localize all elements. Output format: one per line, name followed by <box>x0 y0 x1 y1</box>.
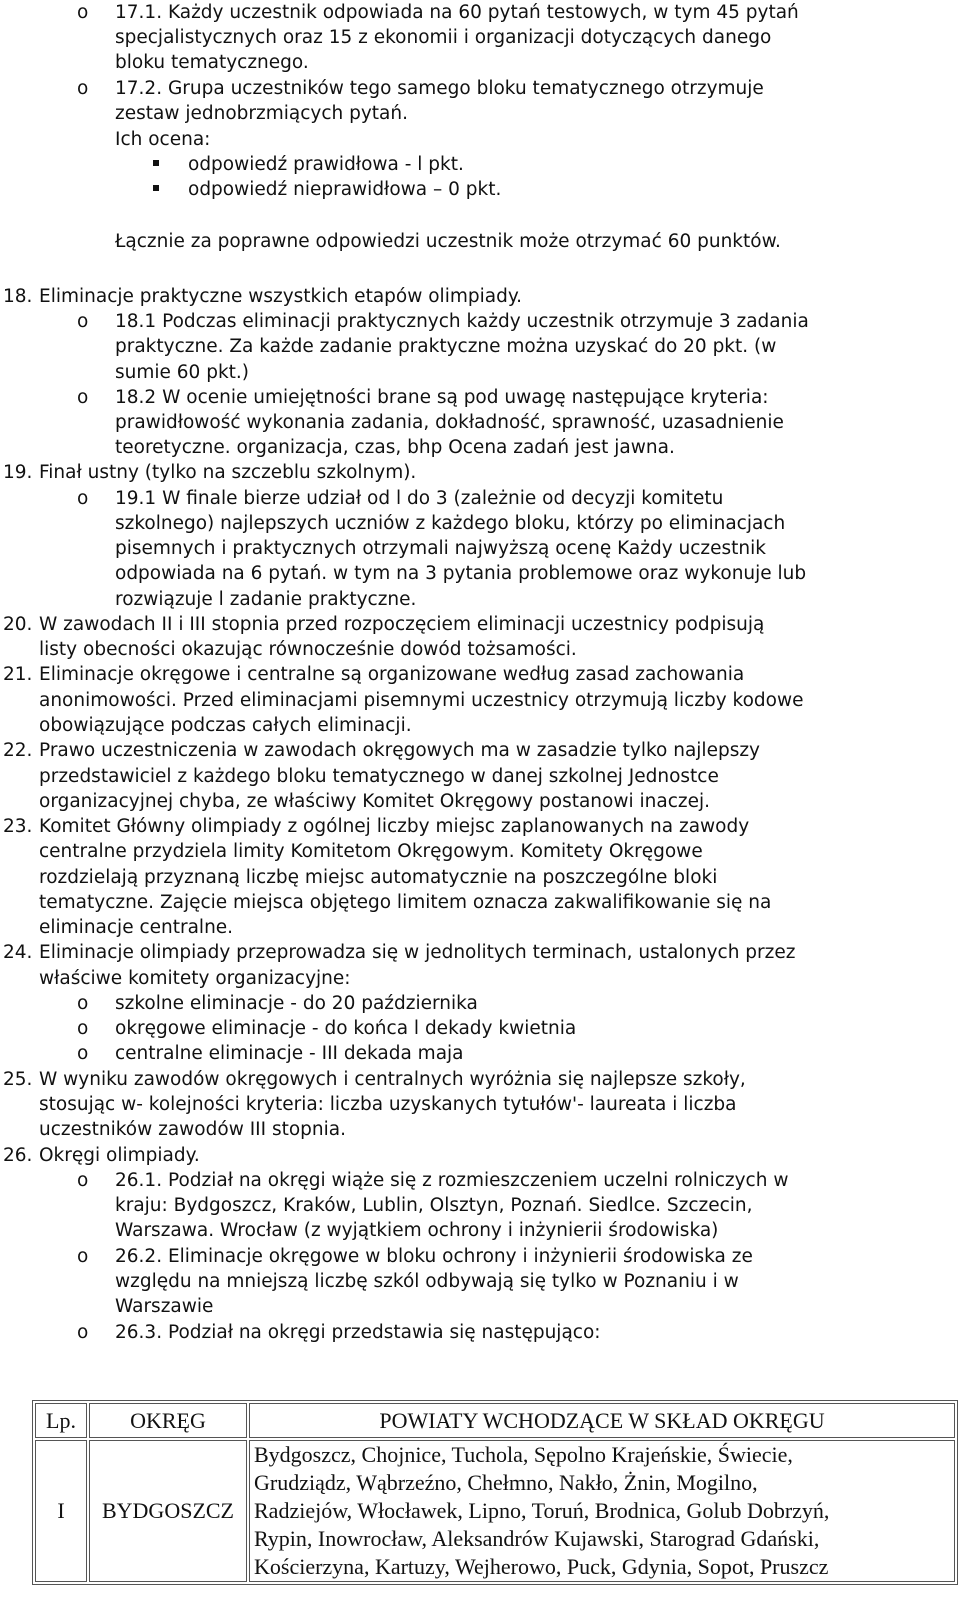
text-line: Finał ustny (tylko na szczeblu szkolnym). <box>39 462 417 483</box>
list-marker: o <box>77 993 89 1014</box>
list-marker: o <box>77 1246 89 1267</box>
table-cell-okreg: BYDGOSZCZ <box>89 1440 247 1582</box>
text-line: kraju: Bydgoszcz, Kraków, Lublin, Olsztyn, Poznań. Siedlce. Szczecin, <box>115 1195 753 1216</box>
okregi-table <box>32 1400 958 1585</box>
text-line: szkolnego) najlepszych uczniów z każdego bloku, którzy po eliminacjach <box>115 513 786 534</box>
text-line: stosując w- kolejności kryteria: liczba uzyskanych tytułów'- laureata i liczba <box>39 1094 737 1115</box>
list-marker: o <box>77 1018 89 1039</box>
list-number: 18. <box>3 286 33 307</box>
text-line: tematyczne. Zajęcie miejsca objętego limitem oznacza zakwalifikowanie się na <box>39 892 772 913</box>
list-marker: o <box>77 488 89 509</box>
text-line: Eliminacje olimpiady przeprowadza się w jednolitych terminach, ustalonych przez <box>39 942 796 963</box>
text-line: listy obecności okazując równocześnie dowód tożsamości. <box>39 639 577 660</box>
list-marker: o <box>77 1170 89 1191</box>
text-line: obowiązujące podczas całych eliminacji. <box>39 715 412 736</box>
powiaty-line: Rypin, Inowrocław, Aleksandrów Kujawski, Starograd Gdański, <box>254 1526 820 1551</box>
text-line: przedstawiciel z każdego bloku tematycznego w danej szkolnej Jednostce <box>39 766 719 787</box>
powiaty-line: Radziejów, Włocławek, Lipno, Toruń, Brodnica, Golub Dobrzyń, <box>254 1498 830 1523</box>
list-number: 21. <box>3 664 33 685</box>
text-line: odpowiedź nieprawidłowa – 0 pkt. <box>188 179 502 200</box>
text-line: pisemnych i praktycznych otrzymali najwyższą ocenę Każdy uczestnik <box>115 538 766 559</box>
text-line: 26.2. Eliminacje okręgowe w bloku ochrony i inżynierii środowiska ze <box>115 1246 753 1267</box>
text-line: Eliminacje okręgowe i centralne są organizowane według zasad zachowania <box>39 664 745 685</box>
text-line: Łącznie za poprawne odpowiedzi uczestnik może otrzymać 60 punktów. <box>115 231 781 252</box>
list-number: 24. <box>3 942 33 963</box>
text-line: właściwe komitety organizacyjne: <box>39 968 351 989</box>
text-line: specjalistycznych oraz 15 z ekonomii i organizacji dotyczących danego <box>115 27 772 48</box>
text-line: rozwiązuje l zadanie praktyczne. <box>115 589 417 610</box>
list-number: 20. <box>3 614 33 635</box>
text-line: szkolne eliminacje - do 20 października <box>115 993 478 1014</box>
text-line: 17.1. Każdy uczestnik odpowiada na 60 pytań testowych, w tym 45 pytań <box>115 2 799 23</box>
square-bullet-icon <box>153 185 159 191</box>
text-line: eliminacje centralne. <box>39 917 234 938</box>
text-line: 18.1 Podczas eliminacji praktycznych każdy uczestnik otrzymuje 3 zadania <box>115 311 809 332</box>
text-line: Ich ocena: <box>115 129 211 150</box>
text-line: 18.2 W ocenie umiejętności brane są pod uwagę następujące kryteria: <box>115 387 769 408</box>
text-line: Eliminacje praktyczne wszystkich etapów olimpiady. <box>39 286 523 307</box>
text-line: praktyczne. Za każde zadanie praktyczne można uzyskać do 20 pkt. (w <box>115 336 777 357</box>
table-cell-powiaty <box>249 1440 955 1582</box>
text-line: odpowiedź prawidłowa - l pkt. <box>188 154 464 175</box>
list-number: 22. <box>3 740 33 761</box>
text-line: Warszawa. Wrocław (z wyjątkiem ochrony i inżynierii środowiska) <box>115 1220 719 1241</box>
text-line: prawidłowość wykonania zadania, dokładność, sprawność, uzasadnienie <box>115 412 784 433</box>
text-line: centralne przydziela limity Komitetom Okręgowym. Komitety Okręgowe <box>39 841 703 862</box>
powiaty-line: Kościerzyna, Kartuzy, Wejherowo, Puck, Gdynia, Sopot, Pruszcz <box>254 1554 829 1579</box>
text-line: zestaw jednobrzmiących pytań. <box>115 103 408 124</box>
text-line: W wyniku zawodów okręgowych i centralnych wyróżnia się najlepsze szkoły, <box>39 1069 746 1090</box>
text-line: 17.2. Grupa uczestników tego samego bloku tematycznego otrzymuje <box>115 78 764 99</box>
list-marker: o <box>77 311 89 332</box>
text-line: odpowiada na 6 pytań. w tym na 3 pytania problemowe oraz wykonuje lub <box>115 563 807 584</box>
list-marker: o <box>77 1043 89 1064</box>
list-marker: o <box>77 78 89 99</box>
text-line: rozdzielają przyznaną liczbę miejsc automatycznie na poszczególne bloki <box>39 867 718 888</box>
text-line: okręgowe eliminacje - do końca l dekady kwietnia <box>115 1018 577 1039</box>
text-line: Okręgi olimpiady. <box>39 1145 200 1166</box>
text-line: względu na mniejszą liczbę szkól odbywają się tylko w Poznaniu i w <box>115 1271 739 1292</box>
powiaty-line: Bydgoszcz, Chojnice, Tuchola, Sępolno Krajeńskie, Świecie, <box>254 1442 793 1467</box>
list-number: 23. <box>3 816 33 837</box>
text-line: 26.1. Podział na okręgi wiąże się z rozmieszczeniem uczelni rolniczych w <box>115 1170 789 1191</box>
column-header: Lp. <box>35 1403 87 1438</box>
table-header-row <box>35 1403 955 1438</box>
list-number: 25. <box>3 1069 33 1090</box>
table-cell-lp: I <box>35 1440 87 1582</box>
text-line: centralne eliminacje - III dekada maja <box>115 1043 464 1064</box>
list-marker: o <box>77 1322 89 1343</box>
text-line: Komitet Główny olimpiady z ogólnej liczby miejsc zaplanowanych na zawody <box>39 816 750 837</box>
text-line: W zawodach II i III stopnia przed rozpoczęciem eliminacji uczestnicy podpisują <box>39 614 765 635</box>
list-marker: o <box>77 2 89 23</box>
square-bullet-icon <box>153 160 159 166</box>
text-line: Prawo uczestniczenia w zawodach okręgowych ma w zasadzie tylko najlepszy <box>39 740 760 761</box>
table-row <box>35 1440 955 1582</box>
column-header: OKRĘG <box>89 1403 247 1438</box>
text-line: 26.3. Podział na okręgi przedstawia się następująco: <box>115 1322 601 1343</box>
text-line: anonimowości. Przed eliminacjami pisemnymi uczestnicy otrzymują liczby kodowe <box>39 690 804 711</box>
powiaty-line: Grudziądz, Wąbrzeźno, Chełmno, Nakło, Żnin, Mogilno, <box>254 1470 758 1495</box>
text-line: teoretyczne. organizacja, czas, bhp Ocena zadań jest jawna. <box>115 437 675 458</box>
list-number: 26. <box>3 1145 33 1166</box>
text-line: uczestników zawodów III stopnia. <box>39 1119 346 1140</box>
text-line: organizacyjnej chyba, ze właściwy Komitet Okręgowy postanowi inaczej. <box>39 791 710 812</box>
text-line: 19.1 W finale bierze udział od l do 3 (zależnie od decyzji komitetu <box>115 488 724 509</box>
text-line: bloku tematycznego. <box>115 52 309 73</box>
column-header: POWIATY WCHODZĄCE W SKŁAD OKRĘGU <box>249 1403 955 1438</box>
list-number: 19. <box>3 462 33 483</box>
text-line: sumie 60 pkt.) <box>115 362 250 383</box>
text-line: Warszawie <box>115 1296 214 1317</box>
list-marker: o <box>77 387 89 408</box>
